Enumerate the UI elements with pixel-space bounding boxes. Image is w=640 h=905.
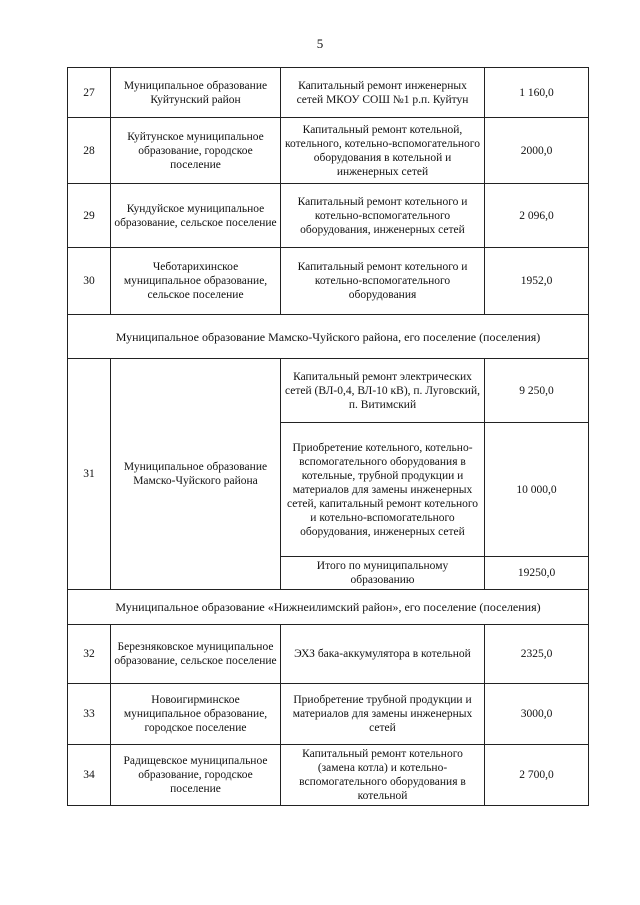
municipality-cell: Кундуйское муниципальное образование, сельское поселение bbox=[111, 184, 281, 248]
amount-cell: 1952,0 bbox=[485, 248, 589, 315]
work-description-cell: Капитальный ремонт инженерных сетей МКОУ СОШ №1 р.п. Куйтун bbox=[281, 68, 485, 118]
municipality-cell: Радищевское муниципальное образование, городское поселение bbox=[111, 745, 281, 806]
amount-cell: 2325,0 bbox=[485, 625, 589, 684]
table-row bbox=[68, 118, 589, 184]
row-number: 32 bbox=[68, 625, 111, 684]
row-number: 31 bbox=[68, 359, 111, 590]
row-number: 28 bbox=[68, 118, 111, 184]
amount-cell: 2 700,0 bbox=[485, 745, 589, 806]
table-row bbox=[68, 248, 589, 315]
municipality-cell: Муниципальное образование Куйтунский район bbox=[111, 68, 281, 118]
work-description-cell: ЭХЗ бака-аккумулятора в котельной bbox=[281, 625, 485, 684]
table-row bbox=[68, 745, 589, 806]
total-label-cell: Итого по муниципальному образованию bbox=[281, 557, 485, 590]
table-row bbox=[68, 684, 589, 745]
municipality-cell: Муниципальное образование Мамско-Чуйского района bbox=[111, 359, 281, 590]
amount-cell: 9 250,0 bbox=[485, 359, 589, 423]
section-header-row bbox=[68, 315, 589, 359]
municipality-cell: Чеботарихинское муниципальное образование, сельское поселение bbox=[111, 248, 281, 315]
row-number: 33 bbox=[68, 684, 111, 745]
row-number: 29 bbox=[68, 184, 111, 248]
work-description-cell: Капитальный ремонт котельной, котельного, котельно-вспомогательного оборудования в котельной и инженерных сетей bbox=[281, 118, 485, 184]
amount-cell: 1 160,0 bbox=[485, 68, 589, 118]
work-description-cell: Капитальный ремонт котельного (замена котла) и котельно-вспомогательного оборудования в котельной bbox=[281, 745, 485, 806]
amount-cell: 2 096,0 bbox=[485, 184, 589, 248]
table-row bbox=[68, 625, 589, 684]
work-description-cell: Капитальный ремонт котельного и котельно-вспомогательного оборудования bbox=[281, 248, 485, 315]
table-row bbox=[68, 359, 589, 423]
work-description-cell: Капитальный ремонт котельного и котельно-вспомогательного оборудования, инженерных сетей bbox=[281, 184, 485, 248]
municipality-cell: Новоигирминское муниципальное образование, городское поселение bbox=[111, 684, 281, 745]
table-row bbox=[68, 184, 589, 248]
section-title: Муниципальное образование «Нижнеилимский район», его поселение (поселения) bbox=[68, 590, 589, 625]
section-header-row bbox=[68, 590, 589, 625]
total-amount-cell: 19250,0 bbox=[485, 557, 589, 590]
work-description-cell: Приобретение котельного, котельно-вспомогательного оборудования в котельные, трубной продукции и материалов для замены инженерных сетей, капитальный ремонт котельного и котельно-вспомогательного оборудования, инженерных сетей bbox=[281, 423, 485, 557]
municipality-cell: Куйтунское муниципальное образование, городское поселение bbox=[111, 118, 281, 184]
work-description-cell: Капитальный ремонт электрических сетей (ВЛ-0,4, ВЛ-10 кВ), п. Луговский, п. Витимский bbox=[281, 359, 485, 423]
amount-cell: 2000,0 bbox=[485, 118, 589, 184]
row-number: 30 bbox=[68, 248, 111, 315]
amount-cell: 3000,0 bbox=[485, 684, 589, 745]
amount-cell: 10 000,0 bbox=[485, 423, 589, 557]
municipality-cell: Березняковское муниципальное образование, сельское поселение bbox=[111, 625, 281, 684]
work-description-cell: Приобретение трубной продукции и материалов для замены инженерных сетей bbox=[281, 684, 485, 745]
section-title: Муниципальное образование Мамско-Чуйского района, его поселение (поселения) bbox=[68, 315, 589, 359]
page-number: 5 bbox=[316, 36, 324, 51]
table-row bbox=[68, 68, 589, 118]
row-number: 27 bbox=[68, 68, 111, 118]
row-number: 34 bbox=[68, 745, 111, 806]
allocation-table bbox=[67, 67, 589, 806]
